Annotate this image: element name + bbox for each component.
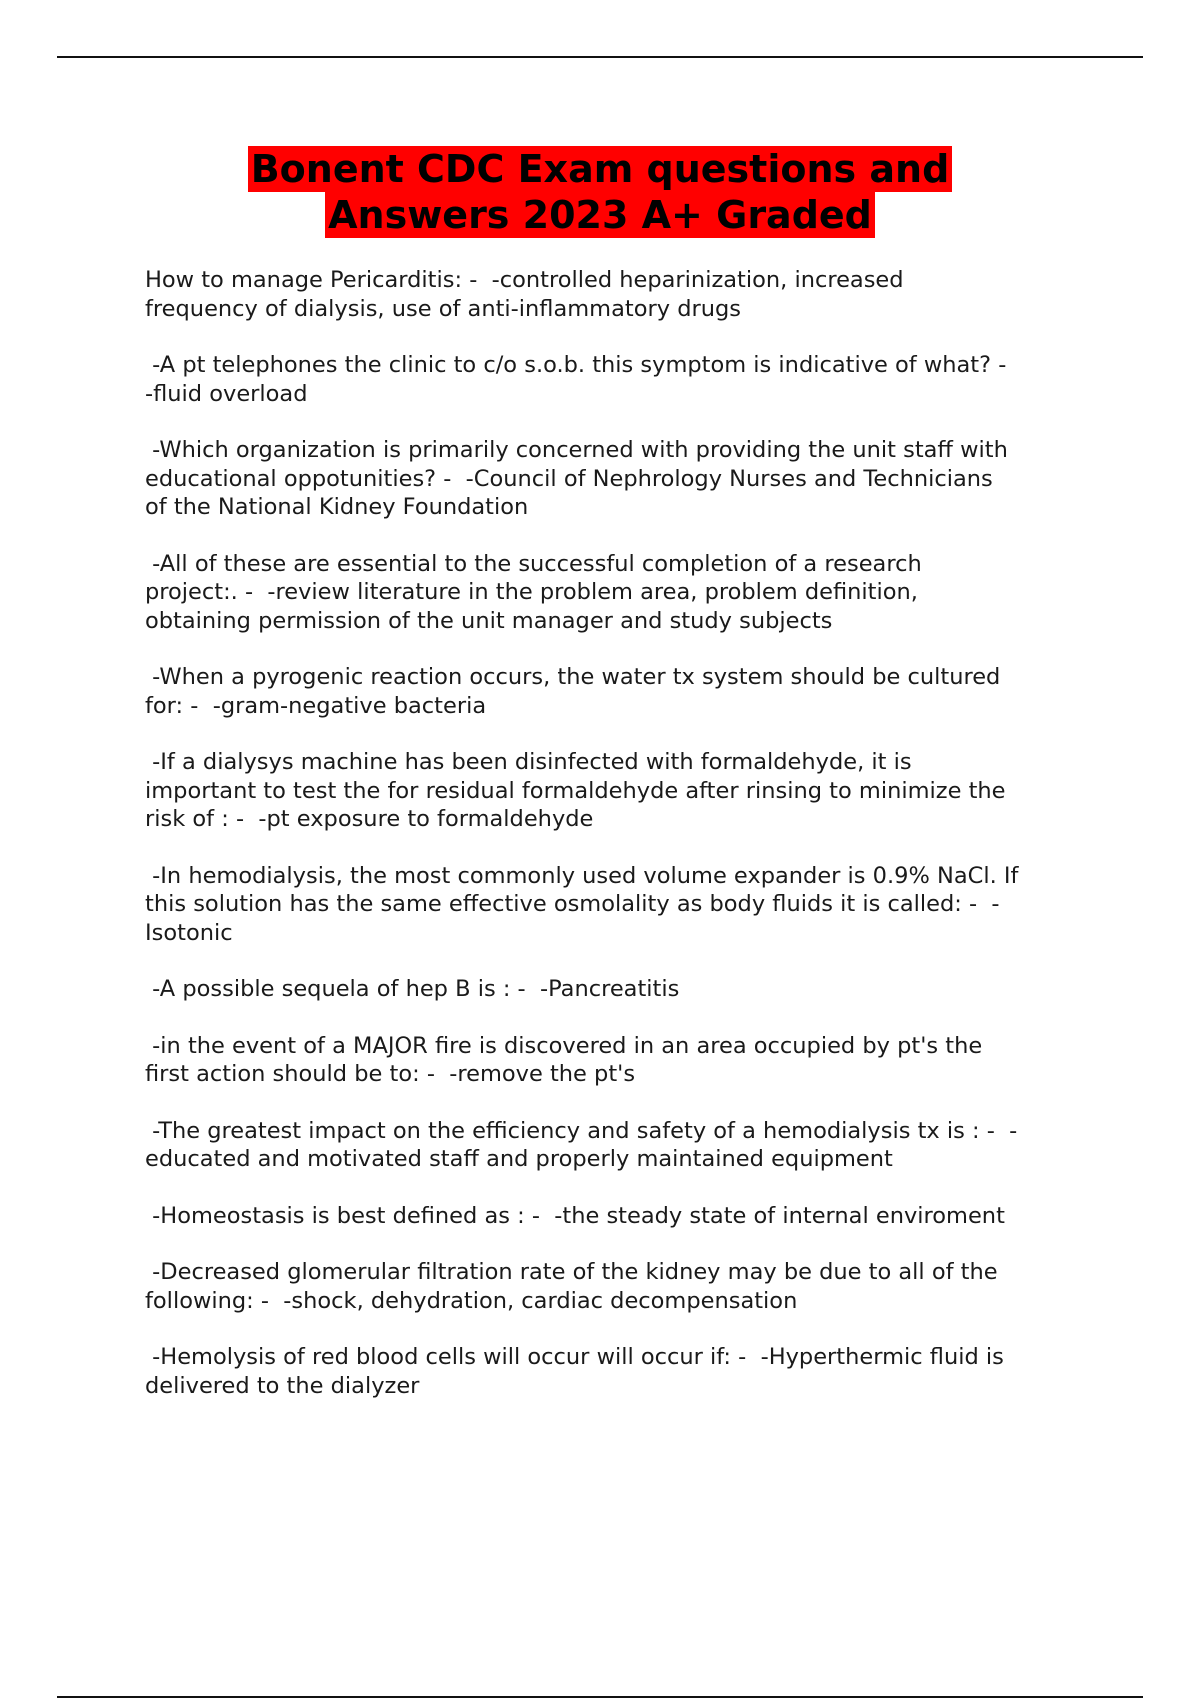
qa-item: -All of these are essential to the successful completion of a research project:. - -review literature in the problem area, problem definition, obtaining permission of the unit manager and study subjects [145, 550, 922, 634]
top-rule [57, 56, 1143, 58]
qa-item: -A possible sequela of hep B is : - -Pancreatitis [145, 976, 680, 1002]
qa-item: -Hemolysis of red blood cells will occur will occur if: - -Hyperthermic fluid is delivered to the dialyzer [145, 1344, 1004, 1399]
qa-item: -Decreased glomerular filtration rate of the kidney may be due to all of the following: - -shock, dehydration, cardiac decompensation [145, 1259, 998, 1314]
qa-item: -If a dialysys machine has been disinfected with formaldehyde, it is important to test the for residual formaldehyde after rinsing to minimize the risk of : - -pt exposure to formaldehyde [145, 749, 1006, 832]
bottom-rule [57, 1696, 1143, 1698]
document-title [0, 146, 1200, 238]
title-line-2: Answers 2023 A+ Graded [325, 192, 875, 238]
qa-item: How to manage Pericarditis: - -controlled heparinization, increased frequency of dialysis, use of anti-inflammatory drugs [145, 267, 904, 322]
title-line-1: Bonent CDC Exam questions and [248, 146, 953, 192]
qa-item: -In hemodialysis, the most commonly used volume expander is 0.9% NaCl. If this solution has the same effective osmolality as body fluids it is called: - - Isotonic [145, 862, 1019, 946]
qa-item: -Homeostasis is best defined as : - -the steady state of internal enviroment [145, 1202, 1005, 1229]
qa-item: -The greatest impact on the efficiency and safety of a hemodialysis tx is : - - educated and motivated staff and properly maintained equipment [145, 1117, 1018, 1172]
qa-item: -A pt telephones the clinic to c/o s.o.b. this symptom is indicative of what? - -fluid overload [145, 352, 1007, 407]
question-answer-list [145, 266, 1095, 1428]
qa-item: -When a pyrogenic reaction occurs, the water tx system should be cultured for: - -gram-negative bacteria [145, 664, 1001, 719]
qa-item: -in the event of a MAJOR fire is discovered in an area occupied by pt's the first action should be to: - -remove the pt's [145, 1032, 983, 1087]
qa-item: -Which organization is primarily concerned with providing the unit staff with educational oppotunities? - -Council of Nephrology Nurses and Technicians of the National Kidney Foundation [145, 437, 1008, 520]
